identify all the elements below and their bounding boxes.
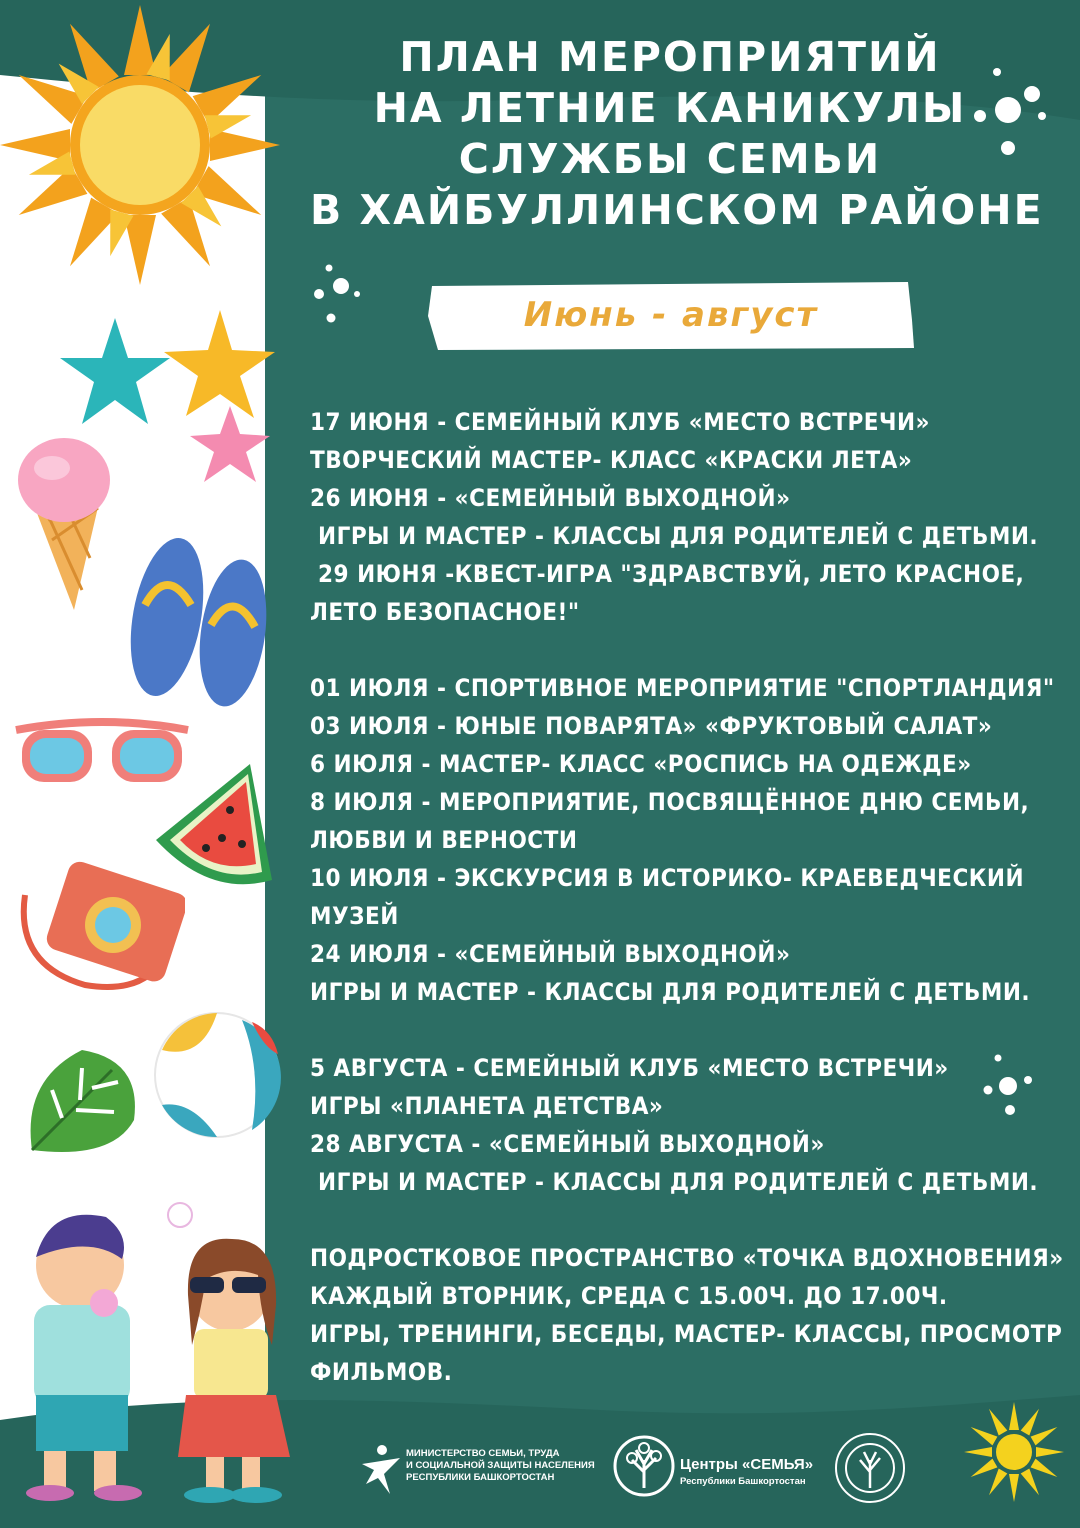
dots-decoration-icon bbox=[305, 262, 375, 332]
schedule-line: КАЖДЫЙ ВТОРНИК, СРЕДА С 15.00Ч. ДО 17.00Ч. bbox=[310, 1282, 948, 1310]
schedule-line: 8 ИЮЛЯ - МЕРОПРИЯТИЕ, ПОСВЯЩЁННОЕ ДНЮ СЕМЬИ, bbox=[310, 788, 1030, 816]
schedule-line: ФИЛЬМОВ. bbox=[310, 1358, 453, 1386]
schedule-line: 01 ИЮЛЯ - СПОРТИВНОЕ МЕРОПРИЯТИЕ "СПОРТЛАНДИЯ" bbox=[310, 674, 1055, 702]
footer-logos bbox=[0, 1430, 1080, 1528]
schedule-line: 24 ИЮЛЯ - «СЕМЕЙНЫЙ ВЫХОДНОЙ» bbox=[310, 940, 791, 968]
schedule-line: 17 ИЮНЯ - СЕМЕЙНЫЙ КЛУБ «МЕСТО ВСТРЕЧИ» bbox=[310, 408, 930, 436]
dots-decoration-icon bbox=[970, 62, 1060, 162]
sun-icon bbox=[0, 0, 280, 285]
ice-cream-icon bbox=[12, 430, 112, 615]
schedule-line: ЛЮБВИ И ВЕРНОСТИ bbox=[310, 826, 578, 854]
schedule-line: ИГРЫ И МАСТЕР - КЛАССЫ ДЛЯ РОДИТЕЛЕЙ С ДЕТЬМИ. bbox=[310, 522, 1039, 550]
schedule-line: 28 АВГУСТА - «СЕМЕЙНЫЙ ВЫХОДНОЙ» bbox=[310, 1130, 825, 1158]
schedule-line: 6 ИЮЛЯ - МАСТЕР- КЛАСС «РОСПИСЬ НА ОДЕЖДЕ» bbox=[310, 750, 972, 778]
small-sun-icon bbox=[962, 1400, 1066, 1504]
title-line: В ХАЙБУЛЛИНСКОМ РАЙОНЕ bbox=[310, 186, 1044, 234]
flip-flops-icon bbox=[125, 535, 275, 710]
schedule-line: ПОДРОСТКОВОЕ ПРОСТРАНСТВО «ТОЧКА ВДОХНОВЕНИЯ» bbox=[310, 1244, 1064, 1272]
schedule-line: ИГРЫ «ПЛАНЕТА ДЕТСТВА» bbox=[310, 1092, 664, 1120]
schedule-line: 5 АВГУСТА - СЕМЕЙНЫЙ КЛУБ «МЕСТО ВСТРЕЧИ» bbox=[310, 1054, 949, 1082]
ministry-line: МИНИСТЕРСТВО СЕМЬИ, ТРУДА bbox=[406, 1448, 560, 1459]
ministry-line: И СОЦИАЛЬНОЙ ЗАЩИТЫ НАСЕЛЕНИЯ bbox=[406, 1460, 595, 1471]
centers-subtitle: Республики Башкортостан bbox=[680, 1476, 806, 1487]
schedule-line: 26 ИЮНЯ - «СЕМЕЙНЫЙ ВЫХОДНОЙ» bbox=[310, 484, 791, 512]
schedule-line: 03 ИЮЛЯ - ЮНЫЕ ПОВАРЯТА» «ФРУКТОВЫЙ САЛАТ» bbox=[310, 712, 993, 740]
title-line: ПЛАН МЕРОПРИЯТИЙ bbox=[399, 33, 941, 81]
monstera-leaf-icon bbox=[22, 1040, 142, 1165]
title-line: СЛУЖБЫ СЕМЬИ bbox=[458, 135, 882, 183]
schedule-line: МУЗЕЙ bbox=[310, 902, 399, 930]
camera-icon bbox=[15, 855, 185, 1005]
ministry-name bbox=[406, 1448, 595, 1484]
schedule-line: 29 ИЮНЯ -КВЕСТ-ИГРА "ЗДРАВСТВУЙ, ЛЕТО КРАСНОЕ, bbox=[310, 560, 1025, 588]
ministry-logo-icon bbox=[360, 1444, 402, 1496]
section-gap bbox=[310, 631, 1040, 669]
section-gap bbox=[310, 1201, 1040, 1239]
centers-name: Центры «СЕМЬЯ» bbox=[680, 1456, 814, 1473]
event-schedule bbox=[310, 403, 1064, 1391]
regional-center-seal-icon bbox=[830, 1428, 910, 1508]
ministry-line: РЕСПУБЛИКИ БАШКОРТОСТАН bbox=[406, 1472, 555, 1483]
schedule-line: ИГРЫ И МАСТЕР - КЛАССЫ ДЛЯ РОДИТЕЛЕЙ С ДЕТЬМИ. bbox=[310, 978, 1031, 1006]
schedule-line: ТВОРЧЕСКИЙ МАСТЕР- КЛАСС «КРАСКИ ЛЕТА» bbox=[310, 446, 913, 474]
schedule-line: ЛЕТО БЕЗОПАСНОЕ!" bbox=[310, 598, 580, 626]
dots-decoration-icon bbox=[980, 1050, 1050, 1125]
schedule-line: 10 ИЮЛЯ - ЭКСКУРСИЯ В ИСТОРИКО- КРАЕВЕДЧЕСКИЙ bbox=[310, 864, 1025, 892]
period-label: Июнь - август bbox=[523, 295, 819, 335]
section-gap bbox=[310, 1011, 1040, 1049]
tree-logo-icon bbox=[612, 1434, 676, 1498]
beach-ball-icon bbox=[152, 1010, 282, 1140]
seal-text bbox=[0, 1430, 1, 1431]
page-title bbox=[310, 32, 1044, 236]
title-line: НА ЛЕТНИЕ КАНИКУЛЫ bbox=[373, 84, 967, 132]
schedule-line: ИГРЫ И МАСТЕР - КЛАССЫ ДЛЯ РОДИТЕЛЕЙ С ДЕТЬМИ. bbox=[310, 1168, 1039, 1196]
schedule-line: ИГРЫ, ТРЕНИНГИ, БЕСЕДЫ, МАСТЕР- КЛАССЫ, ПРОСМОТР bbox=[310, 1320, 1063, 1348]
